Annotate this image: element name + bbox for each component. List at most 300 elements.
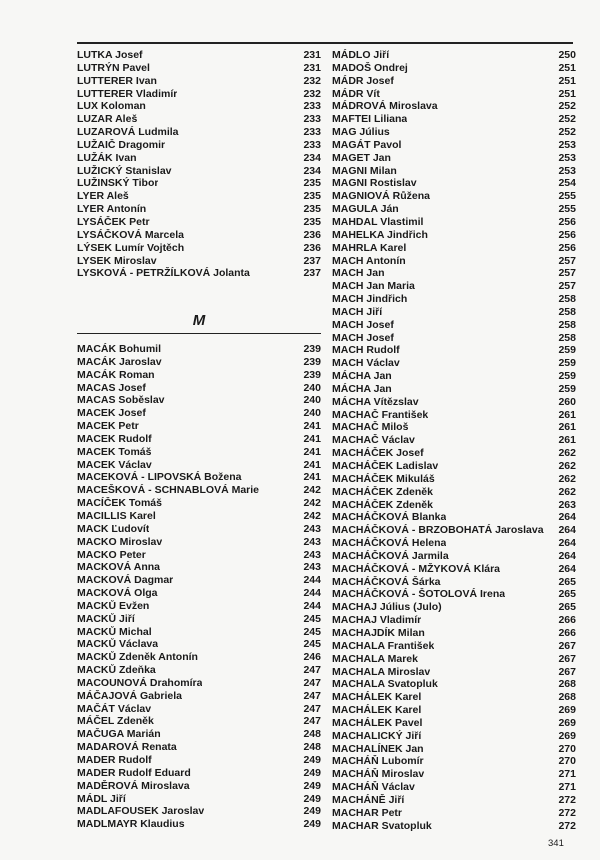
index-entry <box>77 165 321 178</box>
index-entry <box>77 626 321 639</box>
entry-name: LUZAROVÁ Ludmila <box>77 126 179 139</box>
index-entry <box>77 242 321 255</box>
entry-page: 266 <box>558 614 576 627</box>
index-entry <box>332 293 576 306</box>
index-entry <box>77 549 321 562</box>
entry-name: MACEKOVÁ - LIPOVSKÁ Božena <box>77 471 242 484</box>
index-entry <box>332 344 576 357</box>
entry-name: MACKO Miroslav <box>77 535 163 548</box>
entry-page: 252 <box>558 126 576 139</box>
entry-page: 240 <box>303 381 321 394</box>
index-entry <box>332 588 576 601</box>
entry-page: 254 <box>558 177 576 190</box>
index-entry <box>332 704 576 717</box>
entry-name: MACHÁNĚ Jiří <box>332 793 405 806</box>
index-entry <box>332 614 576 627</box>
index-entry <box>77 152 321 165</box>
index-entry <box>332 383 576 396</box>
index-entry <box>77 177 321 190</box>
index-entry <box>77 267 321 280</box>
entry-name: MÁCHA Jan <box>332 382 392 395</box>
index-entry <box>332 653 576 666</box>
entry-name: MACH Jan Maria <box>332 280 415 293</box>
entry-page: 269 <box>558 729 576 742</box>
entry-page: 262 <box>558 485 576 498</box>
entry-page: 269 <box>558 704 576 717</box>
entry-name: MADLAFOUSEK Jaroslav <box>77 805 205 818</box>
entry-page: 243 <box>303 535 321 548</box>
index-entry <box>332 190 576 203</box>
entry-name: MADER Rudolf Eduard <box>77 766 191 779</box>
entry-name: MAGULA Ján <box>332 203 399 216</box>
entry-name: MACK Ľudovít <box>77 522 150 535</box>
entry-name: MACKOVÁ Olga <box>77 587 158 600</box>
entry-page: 235 <box>303 203 321 216</box>
entry-name: MAHDAL Vlastimil <box>332 215 424 228</box>
entry-name: MACHÁLEK Karel <box>332 704 422 717</box>
entry-name: MADLMAYR Klaudius <box>77 818 185 831</box>
entry-name: MACHAJ Vladimír <box>332 614 422 627</box>
index-entry <box>332 319 576 332</box>
entry-name: MACEŠKOVÁ - SCHNABLOVÁ Marie <box>77 484 260 497</box>
entry-page: 253 <box>558 151 576 164</box>
entry-name: MÁDROVÁ Miroslava <box>332 100 438 113</box>
entry-page: 265 <box>558 601 576 614</box>
entry-page: 249 <box>303 779 321 792</box>
index-entry <box>332 126 576 139</box>
entry-page: 240 <box>303 407 321 420</box>
entry-name: MAČUGA Marián <box>77 728 161 741</box>
entry-name: MACHÁČKOVÁ Helena <box>332 537 447 550</box>
entry-page: 261 <box>558 434 576 447</box>
section-letter: M <box>192 312 206 329</box>
index-entry <box>77 561 321 574</box>
entry-name: MACHÁČKOVÁ - ŠOTOLOVÁ Irena <box>332 588 506 601</box>
entry-page: 264 <box>558 524 576 537</box>
entry-page: 255 <box>558 190 576 203</box>
entry-page: 272 <box>558 819 576 832</box>
entry-page: 232 <box>303 87 321 100</box>
entry-page: 244 <box>303 599 321 612</box>
entry-name: MÁCHA Vítězslav <box>332 395 419 408</box>
entry-name: LUŽICKÝ Stanislav <box>77 164 172 177</box>
entry-page: 242 <box>303 497 321 510</box>
entry-name: MÁDR Vít <box>332 87 380 100</box>
index-entry <box>77 510 321 523</box>
entry-page: 257 <box>558 267 576 280</box>
entry-name: MAFTEI Liliana <box>332 113 408 126</box>
entry-page: 268 <box>558 678 576 691</box>
entry-name: LÝSEK Lumír Vojtěch <box>77 241 185 254</box>
entry-page: 265 <box>558 575 576 588</box>
entry-name: MAGNIOVÁ Růžena <box>332 190 431 203</box>
index-entry <box>77 139 321 152</box>
index-entry <box>77 62 321 75</box>
entry-name: LUZAR Aleš <box>77 113 138 126</box>
entry-page: 244 <box>303 574 321 587</box>
index-entry <box>77 497 321 510</box>
entry-name: MACHÁČEK Ladislav <box>332 460 439 472</box>
entry-name: LUTTERER Vladimír <box>77 87 178 100</box>
index-entry <box>77 356 321 369</box>
entry-name: LUX Koloman <box>77 100 146 113</box>
index-entry <box>77 255 321 268</box>
entry-name: MACKO Peter <box>77 548 146 561</box>
index-entry <box>332 730 576 743</box>
entry-name: MACHÁČKOVÁ Jarmila <box>332 549 449 562</box>
entry-name: MACHÁČKOVÁ Šárka <box>332 575 441 588</box>
index-entry <box>332 794 576 807</box>
section-rule <box>77 333 321 334</box>
entry-page: 271 <box>558 768 576 781</box>
entry-page: 239 <box>303 355 321 368</box>
index-entry <box>332 216 576 229</box>
index-entry <box>77 613 321 626</box>
entry-name: MACÁK Jaroslav <box>77 355 162 368</box>
entry-page: 246 <box>303 651 321 664</box>
entry-page: 233 <box>303 113 321 126</box>
entry-name: MÁDL Jiří <box>77 792 126 805</box>
entry-page: 252 <box>558 100 576 113</box>
index-entry <box>332 807 576 820</box>
entry-name: LYSÁČEK Petr <box>77 215 150 228</box>
entry-page: 247 <box>303 676 321 689</box>
entry-name: MACKŮ Michal <box>77 625 152 638</box>
entry-name: MACHÁŇ Miroslav <box>332 768 425 781</box>
entry-page: 265 <box>558 588 576 601</box>
index-entry <box>332 88 576 101</box>
entry-name: MACEK Petr <box>77 420 139 433</box>
index-entry <box>332 177 576 190</box>
index-entry <box>77 343 321 356</box>
entry-page: 235 <box>303 190 321 203</box>
entry-page: 264 <box>558 549 576 562</box>
entry-name: MAHRLA Karel <box>332 241 407 254</box>
index-entry <box>332 332 576 345</box>
entry-name: MACEK Tomáš <box>77 445 152 458</box>
entry-name: MACHÁČEK Zdeněk <box>332 485 433 498</box>
entry-page: 257 <box>558 280 576 293</box>
entry-name: MACKŮ Zdeněk Antonín <box>77 651 198 664</box>
index-entry <box>77 600 321 613</box>
entry-page: 247 <box>303 702 321 715</box>
entry-page: 267 <box>558 639 576 652</box>
entry-page: 242 <box>303 484 321 497</box>
entry-name: MACAS Soběslav <box>77 394 165 407</box>
entry-page: 272 <box>558 806 576 819</box>
entry-page: 248 <box>303 728 321 741</box>
entry-name: MACHAR Svatopluk <box>332 819 432 832</box>
index-entry <box>332 280 576 293</box>
index-entry <box>332 49 576 62</box>
entry-page: 242 <box>303 509 321 522</box>
index-entry <box>77 382 321 395</box>
entry-page: 234 <box>303 164 321 177</box>
index-entry <box>332 100 576 113</box>
entry-name: MACÁK Bohumil <box>77 343 161 355</box>
index-entry <box>77 407 321 420</box>
index-entry <box>332 755 576 768</box>
entry-page: 252 <box>558 113 576 126</box>
entry-page: 237 <box>303 267 321 280</box>
index-entry <box>332 267 576 280</box>
index-entry <box>77 88 321 101</box>
entry-name: MAGET Jan <box>332 151 391 164</box>
entry-name: MADER Rudolf <box>77 754 152 766</box>
index-entry <box>332 242 576 255</box>
index-entry <box>77 793 321 806</box>
index-entry <box>77 369 321 382</box>
index-entry <box>332 62 576 75</box>
entry-page: 241 <box>303 471 321 484</box>
index-entry <box>77 741 321 754</box>
entry-name: MACKOVÁ Dagmar <box>77 574 174 587</box>
entry-page: 249 <box>303 792 321 805</box>
entry-page: 236 <box>303 228 321 241</box>
index-entry <box>77 100 321 113</box>
entry-page: 264 <box>558 511 576 524</box>
entry-name: MACHALA Miroslav <box>332 665 431 678</box>
index-entry <box>332 396 576 409</box>
index-entry <box>332 139 576 152</box>
index-entry <box>77 484 321 497</box>
index-entry <box>77 216 321 229</box>
entry-name: MACKŮ Zdeňka <box>77 664 156 677</box>
index-entry <box>332 678 576 691</box>
entry-page: 245 <box>303 638 321 651</box>
entry-name: MACEK Rudolf <box>77 432 152 445</box>
entry-name: MACH Josef <box>332 331 394 344</box>
index-entry <box>332 601 576 614</box>
index-entry <box>77 780 321 793</box>
entry-name: MACKŮ Jiří <box>77 612 135 625</box>
entry-page: 250 <box>558 49 576 61</box>
entry-page: 267 <box>558 665 576 678</box>
index-entry <box>77 126 321 139</box>
index-entry <box>77 767 321 780</box>
index-entry <box>77 190 321 203</box>
index-entry <box>77 229 321 242</box>
entry-name: MACEK Václav <box>77 458 152 471</box>
index-entry <box>332 537 576 550</box>
top-rule <box>77 42 573 44</box>
entry-page: 266 <box>558 626 576 639</box>
entry-name: MACÍČEK Tomáš <box>77 497 162 510</box>
entry-name: MACEK Josef <box>77 407 146 420</box>
entry-page: 256 <box>558 215 576 228</box>
entry-name: MACOUNOVÁ Drahomíra <box>77 676 203 689</box>
index-entry <box>332 691 576 704</box>
entry-page: 251 <box>558 74 576 87</box>
entry-page: 245 <box>303 612 321 625</box>
index-entry <box>332 152 576 165</box>
entry-name: MADĚROVÁ Miroslava <box>77 779 190 792</box>
entry-page: 262 <box>558 447 576 460</box>
entry-name: MACH Václav <box>332 357 400 370</box>
entry-page: 235 <box>303 177 321 190</box>
entry-name: MACHÁLEK Pavel <box>332 716 423 729</box>
entry-name: MACÁK Roman <box>77 368 155 381</box>
entry-page: 270 <box>558 755 576 768</box>
index-entry <box>77 651 321 664</box>
index-entry <box>77 715 321 728</box>
entry-page: 236 <box>303 241 321 254</box>
entry-page: 249 <box>303 754 321 766</box>
entry-name: LYER Aleš <box>77 190 129 203</box>
entry-page: 260 <box>558 395 576 408</box>
index-entry <box>332 357 576 370</box>
entry-name: MÁDR Josef <box>332 74 394 87</box>
index-entry <box>332 306 576 319</box>
entry-page: 241 <box>303 458 321 471</box>
index-entry <box>77 574 321 587</box>
entry-page: 258 <box>558 305 576 318</box>
index-entry <box>77 75 321 88</box>
entry-page: 240 <box>303 394 321 407</box>
index-entry <box>332 421 576 434</box>
entry-page: 258 <box>558 331 576 344</box>
entry-page: 241 <box>303 420 321 433</box>
entry-name: LYSEK Miroslav <box>77 254 157 267</box>
index-entry <box>332 409 576 422</box>
entry-page: 239 <box>303 343 321 355</box>
index-entry <box>77 523 321 536</box>
index-entry <box>332 820 576 833</box>
index-entry <box>77 818 321 831</box>
entry-name: LUTRÝN Pavel <box>77 61 150 74</box>
entry-page: 244 <box>303 587 321 600</box>
left-column-top <box>77 49 321 280</box>
entry-page: 247 <box>303 664 321 677</box>
entry-page: 234 <box>303 151 321 164</box>
entry-page: 241 <box>303 432 321 445</box>
index-entry <box>77 728 321 741</box>
entry-page: 258 <box>558 293 576 306</box>
entry-page: 259 <box>558 344 576 357</box>
entry-page: 267 <box>558 652 576 665</box>
entry-name: MACKOVÁ Anna <box>77 561 161 574</box>
entry-page: 251 <box>558 61 576 74</box>
entry-name: MACHÁČEK Josef <box>332 447 424 460</box>
entry-page: 261 <box>558 408 576 421</box>
index-entry <box>332 640 576 653</box>
index-entry <box>77 703 321 716</box>
entry-page: 247 <box>303 715 321 728</box>
entry-page: 245 <box>303 625 321 638</box>
entry-page: 256 <box>558 241 576 254</box>
index-entry <box>332 563 576 576</box>
entry-name: LUŽAIČ Dragomir <box>77 138 166 151</box>
entry-page: 233 <box>303 126 321 139</box>
index-entry <box>332 370 576 383</box>
entry-page: 253 <box>558 164 576 177</box>
entry-page: 262 <box>558 460 576 472</box>
entry-page: 261 <box>558 421 576 434</box>
entry-page: 241 <box>303 445 321 458</box>
entry-name: MACKŮ Evžen <box>77 599 150 612</box>
entry-page: 268 <box>558 691 576 704</box>
entry-page: 235 <box>303 215 321 228</box>
index-entry <box>77 677 321 690</box>
index-entry <box>77 664 321 677</box>
entry-name: MACHÁLEK Karel <box>332 691 422 704</box>
entry-name: MADOŠ Ondrej <box>332 61 408 74</box>
entry-name: MACHAČ Václav <box>332 434 415 447</box>
entry-name: MACILLIS Karel <box>77 509 156 522</box>
entry-page: 262 <box>558 472 576 485</box>
index-entry <box>77 394 321 407</box>
entry-name: MAGNI Rostislav <box>332 177 417 190</box>
entry-name: MACHAR Petr <box>332 806 403 819</box>
entry-name: MACHAČ Miloš <box>332 421 409 434</box>
index-entry <box>332 576 576 589</box>
entry-name: MACH Antonín <box>332 254 406 267</box>
entry-page: 269 <box>558 716 576 729</box>
entry-name: MADAROVÁ Renata <box>77 741 177 754</box>
index-entry <box>77 459 321 472</box>
entry-name: MÁDLO Jiří <box>332 49 390 61</box>
entry-name: LUŽINSKÝ Tibor <box>77 177 159 190</box>
index-entry <box>77 471 321 484</box>
index-entry <box>77 587 321 600</box>
entry-page: 270 <box>558 742 576 755</box>
entry-page: 255 <box>558 203 576 216</box>
entry-name: MACHÁČKOVÁ - BRZOBOHATÁ Jaroslava <box>332 524 544 537</box>
entry-name: LYSKOVÁ - PETRŽÍLKOVÁ Jolanta <box>77 267 250 280</box>
entry-name: MACKŮ Václava <box>77 638 159 651</box>
entry-page: 251 <box>558 87 576 100</box>
index-entry <box>332 550 576 563</box>
entry-name: MÁCHA Jan <box>332 370 392 383</box>
entry-name: MACH Jindřich <box>332 293 408 306</box>
right-column <box>332 49 576 832</box>
entry-name: MACHÁČEK Mikuláš <box>332 472 435 485</box>
index-entry <box>77 446 321 459</box>
entry-name: LUŽÁK Ivan <box>77 151 137 164</box>
index-entry <box>77 420 321 433</box>
entry-name: MACH Josef <box>332 318 394 331</box>
index-entry <box>332 511 576 524</box>
index-entry <box>77 203 321 216</box>
entry-name: MACHALA Marek <box>332 652 418 665</box>
entry-page: 249 <box>303 805 321 818</box>
index-entry <box>77 536 321 549</box>
index-entry <box>332 434 576 447</box>
entry-page: 257 <box>558 254 576 267</box>
entry-page: 232 <box>303 74 321 87</box>
entry-page: 264 <box>558 537 576 550</box>
entry-page: 237 <box>303 254 321 267</box>
index-entry <box>332 627 576 640</box>
entry-name: MACHAČ František <box>332 408 429 421</box>
entry-name: MAGNI Milan <box>332 164 397 177</box>
entry-page: 247 <box>303 689 321 702</box>
entry-page: 253 <box>558 138 576 151</box>
entry-name: LUTTERER Ivan <box>77 74 157 87</box>
entry-page: 259 <box>558 370 576 383</box>
index-entry <box>332 75 576 88</box>
index-entry <box>332 717 576 730</box>
entry-name: MACHÁŇ Lubomír <box>332 755 424 768</box>
entry-page: 233 <box>303 100 321 113</box>
entry-name: MACHAJ Július (Julo) <box>332 601 442 614</box>
entry-name: MACHÁŇ Václav <box>332 781 415 794</box>
entry-page: 264 <box>558 562 576 575</box>
entry-page: 256 <box>558 228 576 241</box>
entry-name: MACH Jan <box>332 267 385 280</box>
index-entry <box>332 743 576 756</box>
entry-name: MAG Július <box>332 126 390 139</box>
